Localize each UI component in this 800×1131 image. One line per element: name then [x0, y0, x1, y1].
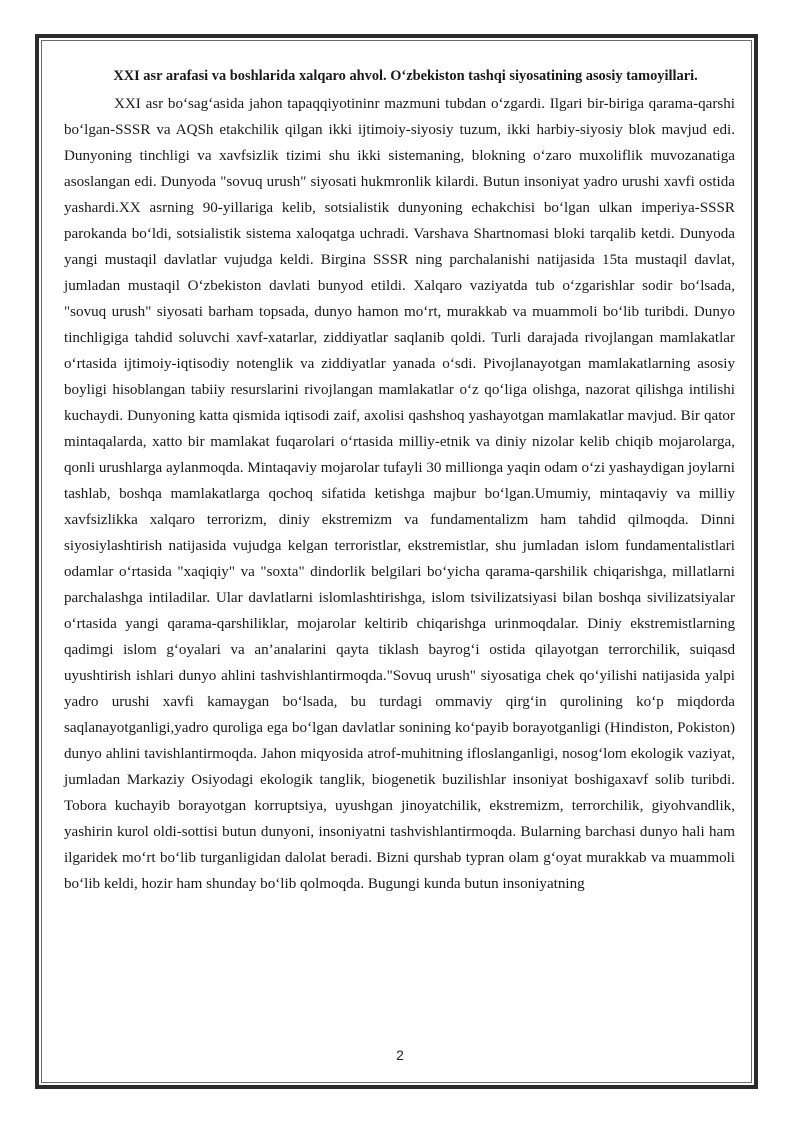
- document-body: XXI asr bo‘sag‘asida jahon tapaqqiyotininr mazmuni tubdan o‘zgardi. Ilgari bir-biriga qarama-qarshi bo‘lgan-SSSR va AQSh etakchilik qilgan ikki ijtimoiy-siyosiy tuzum, ikki harbiy-siyosiy blok mavjud edi. Dunyoning tinchligi va xavfsizlik tizimi shu ikki sistemaning, blokning o‘zaro muxoliflik muvozanatiga asoslangan edi. Dunyoda "sovuq urush" siyosati hukmronlik kilardi. Butun insoniyat yadro urushi xavfi ostida yashardi.XX asrning 90-yillariga kelib, sotsialistik dunyoning echakchisi bo‘lgan ulkan imperiya-SSSR parokanda bo‘ldi, sotsialistik sistema xaloqatga uchradi. Varshava Shartnomasi bloki tarqalib ketdi. Dunyoda yangi mustaqil davlatlar vujudga keldi. Birgina SSSR ning parchalanishi natijasida 15ta mustaqil davlat, jumladan mustaqil O‘zbekiston davlati bunyod etildi. Xalqaro vaziyatda tub o‘zgarishlar sodir bo‘lsada, "sovuq urush" siyosati barham topsada, dunyo hamon mo‘rt, murakkab va muammoli bo‘lib turibdi. Dunyo tinchligiga tahdid soluvchi xavf-xatarlar, ziddiyatlar saqlanib qoldi. Turli darajada rivojlangan mamlakatlar o‘rtasida ijtimoiy-iqtisodiy notenglik va ziddiyatlar yanada o‘sdi. Pivojlanayotgan mamlakatlarning asosiy boyligi hisoblangan tabiiy resurslarini rivojlangan mamlakatlar o‘z qo‘liga olishga, nazorat qilishga intilishi kuchaydi. Dunyoning katta qismida iqtisodi zaif, axolisi qashshoq yashayotgan mamlakatlar mavjud. Bir qator mintaqalarda, xatto bir mamlakat fuqarolari o‘rtasida milliy-etnik va diniy nizolar kelib chiqib mojarolarga, qonli urushlarga aylanmoqda. Mintaqaviy mojarolar tufayli 30 millionga yaqin odam o‘zi yashaydigan joylarni tashlab, boshqa mamlakatlarga qochoq sifatida ketishga majbur bo‘lgan.Umumiy, mintaqaviy va milliy xavfsizlikka xalqaro terrorizm, diniy ekstremizm va fundamentalizm ham tahdid qilmoqda. Dinni siyosiylashtirish natijasida vujudga kelgan terroristlar, ekstremistlar, shu jumladan islom fundamentalistlari odamlar o‘rtasida "xaqiqiy" va "soxta" dindorlik belgilari bo‘yicha qarama-qarshilik chiqarishga, millatlarni parchalashga intiladilar. Ular davlatlarni islomlashtirishga, islom tsivilizatsiyasi bilan boshqa sivilizatsiyalar o‘rtasida yangi qarama-qarshiliklar, mojarolar keltirib chiqarishga urinmoqdalar. Diniy ekstremistlarning qadimgi islom g‘oyalari va an’analarini qayta tiklash bayrog‘i ostida qilayotgan terrorchilik, suiqasd uyushtirish ishlari dunyo ahlini tashvishlantirmoqda."Sovuq urush" siyosatiga chek qo‘yilishi natijasida yalpi yadro urushi xavfi kamaygan bo‘lsada, bu turdagi ommaviy qirg‘in qurolining ko‘p miqdorda saqlanayotganligi,yadro quroliga ega bo‘lgan davlatlar sonining ko‘payib borayotganligi (Hindiston, Pokiston) dunyo ahlini tavishlantirmoqda. Jahon miqyosida atrof-muhitning ifloslanganligi, nosog‘lom ekologik vaziyat, jumladan Markaziy Osiyodagi ekologik tanglik, biogenetik buzilishlar insoniyat boshigaxavf solib turibdi. Tobora kuchayib borayotgan korruptsiya, uyushgan jinoyatchilik, ekstremizm, terrorchilik, giyohvandlik, yashirin kurol oldi-sottisi butun dunyoni, insoniyatni tashvishlantirmoqda. Bularning barchasi dunyo hali ham ilgaridek mo‘rt bo‘lib turganligidan dalolat beradi. Bizni qurshab typran olam g‘oyat murakkab va muammoli bo‘lib keldi, hozir ham shunday bo‘lib qolmoqda. Bugungi kunda butun insoniyatning: [64, 95, 735, 892]
- page-number: 2: [396, 1047, 404, 1063]
- document-title: XXI asr arafasi va boshlarida xalqaro ahvol. O‘zbekiston tashqi siyosatining asosiy tamoyillari.: [113, 68, 698, 84]
- document-content: [64, 62, 735, 897]
